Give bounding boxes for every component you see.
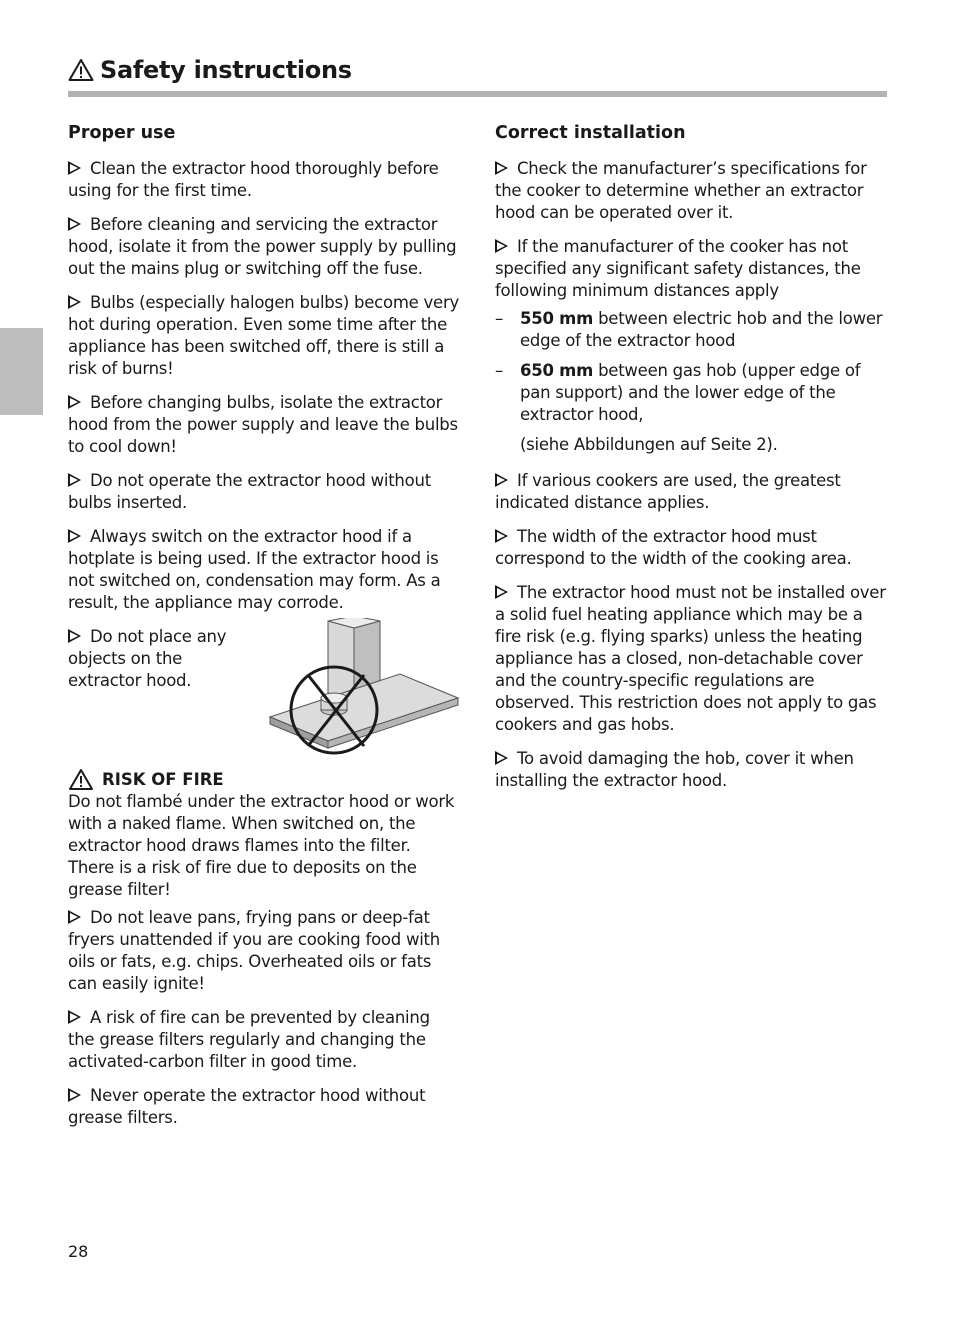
bullet-triangle-icon (68, 629, 81, 643)
section-heading-proper-use: Proper use (68, 123, 176, 143)
bullet-triangle-icon (495, 585, 508, 599)
list-item: Do not place any objects on the extractor hood. (68, 627, 227, 690)
distance-item-electric (495, 308, 887, 352)
list-item: If the manufacturer of the cooker has not specified any significant safety distances, the following minimum distances apply (495, 237, 861, 300)
distance-item-gas (495, 360, 887, 426)
bullet-triangle-icon (68, 295, 81, 309)
list-item: To avoid damaging the hob, cover it when installing the extractor hood. (495, 749, 854, 790)
fire-warning-heading (68, 768, 460, 791)
bullet-triangle-icon (68, 1010, 81, 1024)
distance-value: 550 mm (520, 309, 594, 328)
left-column (68, 120, 460, 1141)
bullet-triangle-icon (68, 161, 81, 175)
title-divider (68, 91, 887, 97)
warning-triangle-icon (68, 768, 94, 791)
bullet-triangle-icon (495, 473, 508, 487)
warning-triangle-icon (68, 58, 94, 82)
list-item: Clean the extractor hood thoroughly before using for the first time. (68, 159, 439, 200)
list-item: Bulbs (especially halogen bulbs) become very hot during operation. Even some time after the appliance has been switched off, there is still a risk of burns! (68, 293, 459, 378)
bullet-triangle-icon (68, 395, 81, 409)
list-item: A risk of fire can be prevented by cleaning the grease filters regularly and changing the activated-carbon filter in good time. (68, 1008, 430, 1071)
bullet-triangle-icon (68, 473, 81, 487)
dash-marker: – (495, 309, 503, 328)
list-item: Do not operate the extractor hood without bulbs inserted. (68, 471, 431, 512)
hood-no-objects-illustration (268, 618, 460, 763)
bullet-triangle-icon (495, 239, 508, 253)
bullet-triangle-icon (68, 529, 81, 543)
bullet-triangle-icon (68, 1088, 81, 1102)
bullet-triangle-icon (495, 161, 508, 175)
distance-value: 650 mm (520, 361, 594, 380)
right-column (495, 120, 887, 804)
section-heading-correct-installation: Correct installation (495, 123, 686, 143)
bullet-triangle-icon (68, 217, 81, 231)
list-item: The width of the extractor hood must correspond to the width of the cooking area. (495, 527, 852, 568)
side-tab-marker (0, 328, 43, 415)
bullet-triangle-icon (495, 751, 508, 765)
fire-warning-text: Do not flambé under the extractor hood or work with a naked flame. When switched on, the extractor hood draws flames into the filter. There is a risk of fire due to deposits on the grease filter! (68, 792, 455, 899)
page-number: 28 (68, 1242, 89, 1261)
distances-note: (siehe Abbildungen auf Seite 2). (520, 435, 778, 454)
page-title-text: Safety instructions (100, 56, 352, 84)
list-item: If various cookers are used, the greatest indicated distance applies. (495, 471, 841, 512)
dash-marker: – (495, 361, 503, 380)
list-item: Check the manufacturer’s specifications for the cooker to determine whether an extractor hood can be operated over it. (495, 159, 867, 222)
bullet-triangle-icon (68, 910, 81, 924)
list-item: The extractor hood must not be installed over a solid fuel heating appliance which may be a fire risk (e.g. flying sparks) unless the heating appliance has a closed, non-detachable cover and the country-specific regulations are observed. This restriction does not apply to gas cookers and gas hobs. (495, 583, 886, 734)
list-item: Before cleaning and servicing the extractor hood, isolate it from the power supply by pulling out the mains plug or switching off the fuse. (68, 215, 457, 278)
distance-text: between electric hob and the lower edge of the extractor hood (520, 309, 883, 350)
distance-text: between gas hob (upper edge of pan support) and the lower edge of the extractor hood, (520, 361, 861, 424)
bullet-triangle-icon (495, 529, 508, 543)
list-item: Never operate the extractor hood without grease filters. (68, 1086, 426, 1127)
list-item: Before changing bulbs, isolate the extractor hood from the power supply and leave the bulbs to cool down! (68, 393, 458, 456)
fire-warning-title: RISK OF FIRE (102, 770, 224, 789)
list-item: Always switch on the extractor hood if a hotplate is being used. If the extractor hood is not switched on, condensation may form. As a result, the appliance may corrode. (68, 527, 441, 612)
page-title (68, 56, 352, 84)
list-item: Do not leave pans, frying pans or deep-fat fryers unattended if you are cooking food with oils or fats, e.g. chips. Overheated oils or fats can easily ignite! (68, 908, 440, 993)
no-objects-figure-row (68, 626, 460, 766)
